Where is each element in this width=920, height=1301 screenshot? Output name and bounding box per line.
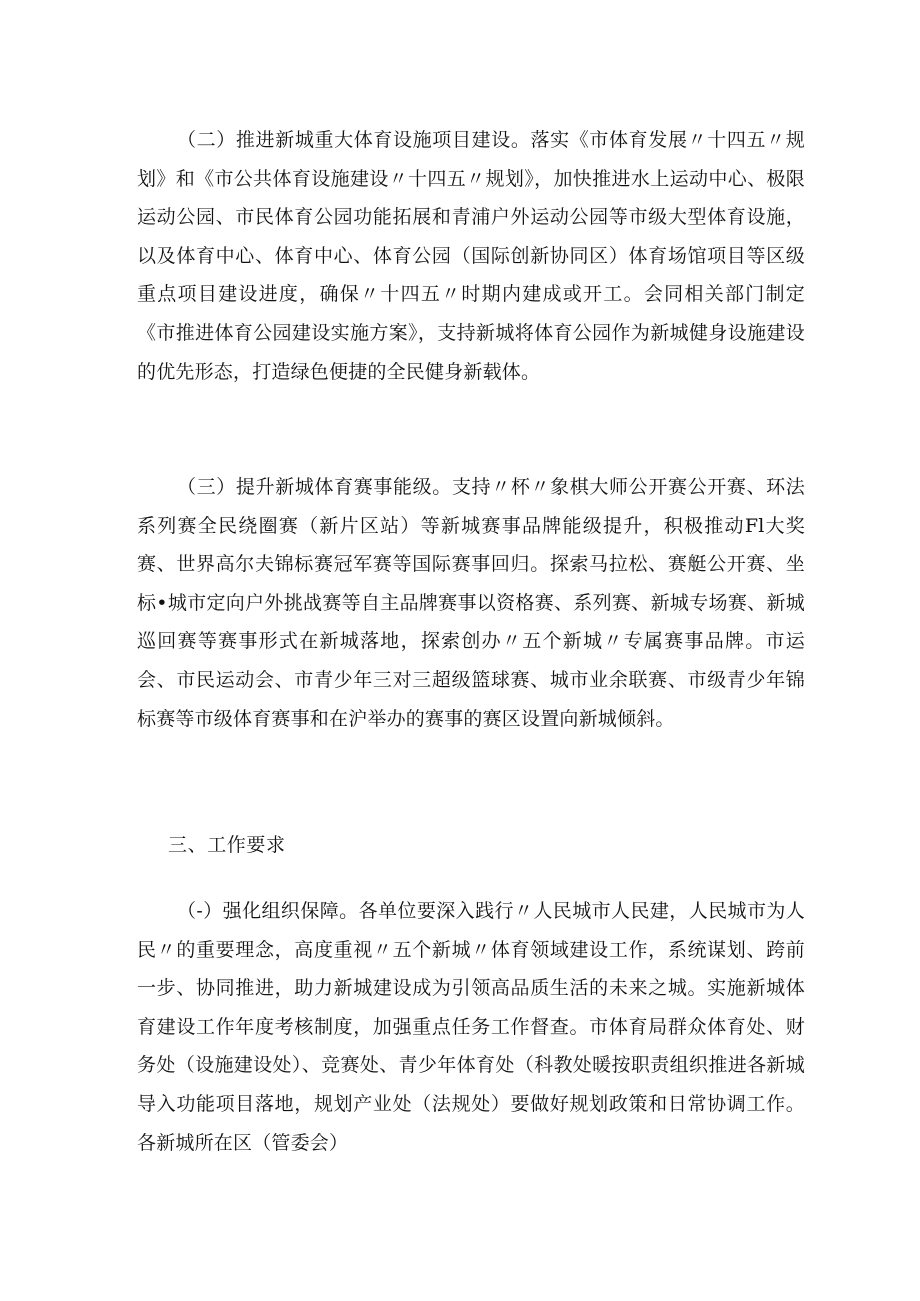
paragraph-sports-events: （三）提升新城体育赛事能级。支持〃杯〃象棋大师公开赛公开赛、环法系列赛全民绕圈赛（新片区站）等新城赛事品牌能级提升，积极推动Fl大奖赛、世界高尔夫锦标赛冠军赛等国际赛事回归。探索马拉松、赛艇公开赛、坐标•城市定向户外挑战赛等自主品牌赛事以资格赛、系列赛、新城专场赛、新城巡回赛等赛事形式在新城落地，探索创办〃五个新城〃专属赛事品牌。市运会、市民运动会、市青少年三对三超级篮球赛、城市业余联赛、市级青少年锦标赛等市级体育赛事和在沪举办的赛事的赛区设置向新城倾斜。	[137, 476, 805, 730]
paragraph-organization-guarantee: （-）强化组织保障。各单位要深入践行〃人民城市人民建，人民城市为人民〃的重要理念，高度重视〃五个新城〃体育领域建设工作，系统谋划、跨前一步、协同推进，助力新城建设成为引领高品质生活的未来之城。实施新城体育建设工作年度考核制度，加强重点任务工作督查。市体育局群众体育处、财务处（设施建设处）、竞赛处、青少年体育处（科教处暖按职责组织推进各新城导入功能项目落地，规划产业处（法规处）要做好规划政策和日常协调工作。各新城所在区（管委会）	[137, 900, 805, 1154]
paragraph-sports-facilities: （二）推进新城重大体育设施项目建设。落实《市体育发展〃十四五〃规划》和《市公共体育设施建设〃十四五〃规划》，加快推进水上运动中心、极限运动公园、市民体育公园功能拓展和青浦户外运动公园等市级大型体育设施，以及体育中心、体育中心、体育公园（国际创新协同区）体育场馆项目等区级重点项目建设进度，确保〃十四五〃时期内建成或开工。会同相关部门制定《市推进体育公园建设实施方案》，支持新城将体育公园作为新城健身设施建设的优先形态，打造绿色便捷的全民健身新载体。	[137, 129, 805, 383]
section-heading-work-requirements: 三、工作要求	[168, 834, 286, 856]
